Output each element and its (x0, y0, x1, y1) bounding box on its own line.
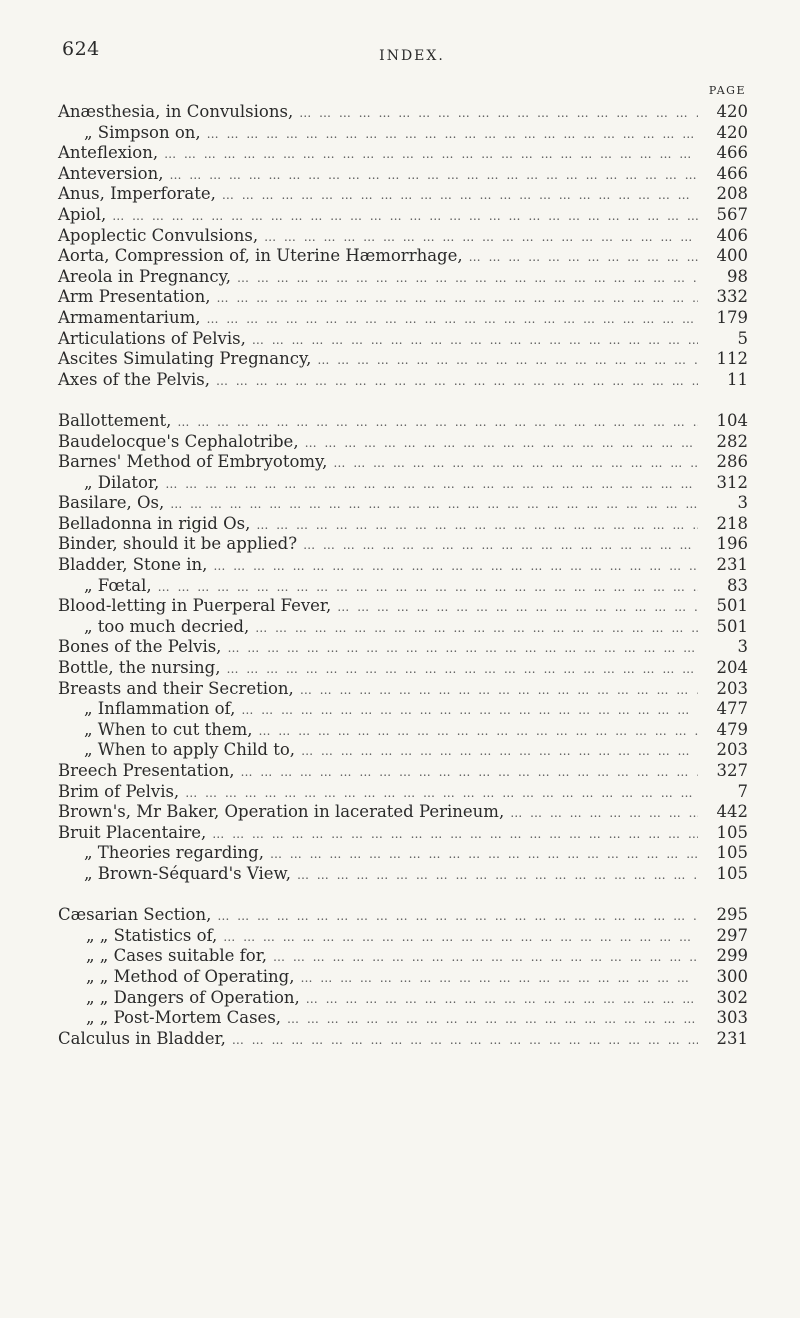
entry-page-number: 203 (716, 678, 748, 698)
entry-page-number: 327 (716, 761, 748, 780)
index-entry (58, 926, 748, 947)
index-entry (58, 287, 748, 308)
entry-term: Bruit Placentaire, (58, 822, 207, 842)
page-header (62, 38, 762, 68)
index-entry (58, 637, 748, 658)
dot-leader (222, 185, 698, 206)
entry-page-number: 83 (727, 575, 748, 595)
entry-page-number: 218 (716, 513, 748, 533)
dot-leader (158, 577, 698, 598)
entry-term: Apoplectic Convulsions, (58, 225, 259, 245)
index-entry (58, 123, 748, 144)
entry-page-number: 5 (737, 328, 748, 348)
index-entry (58, 349, 748, 370)
index-entry (58, 576, 748, 597)
dot-leader (256, 515, 698, 536)
entry-term: Ascites Simulating Pregnancy, (58, 349, 312, 369)
entry-term: „ Fœtal, (84, 575, 152, 595)
index-entry (58, 658, 748, 679)
entry-page-number: 400 (716, 246, 748, 266)
entry-page-number: 282 (716, 431, 748, 451)
entry-page-number: 231 (716, 555, 748, 575)
entry-term: Apiol, (58, 204, 107, 224)
dot-leader (264, 227, 698, 248)
entry-page-number: 11 (727, 369, 748, 389)
entry-term: Calculus in Bladder, (58, 1028, 226, 1048)
dot-leader (305, 433, 698, 454)
entry-page-number: 297 (716, 925, 748, 945)
index-section (58, 905, 748, 1049)
dot-leader (297, 865, 698, 886)
dot-leader (177, 412, 698, 433)
index-entry (58, 699, 748, 720)
entry-term: „ „ Dangers of Operation, (86, 987, 300, 1007)
entry-page-number: 112 (716, 349, 748, 369)
entry-page-number: 204 (716, 658, 748, 678)
dot-leader (255, 618, 698, 639)
dot-leader (213, 556, 698, 577)
index-list (58, 102, 748, 1049)
entry-term: Breasts and their Secretion, (58, 678, 294, 698)
index-entry (58, 782, 748, 803)
entry-page-number: 7 (737, 781, 748, 801)
entry-term: „ Simpson on, (84, 122, 201, 142)
entry-page-number: 3 (737, 493, 748, 513)
index-entry (58, 534, 748, 555)
dot-leader (299, 103, 698, 124)
entry-page-number: 203 (716, 740, 748, 760)
index-entry (58, 823, 748, 844)
dot-leader (270, 844, 698, 865)
entry-term: „ „ Post-Mortem Cases, (86, 1008, 282, 1028)
dot-leader (317, 350, 698, 371)
index-entry (58, 988, 748, 1009)
index-entry (58, 143, 748, 164)
entry-term: Cæsarian Section, (58, 905, 212, 925)
entry-term: Binder, should it be applied? (58, 534, 298, 554)
entry-page-number: 98 (727, 266, 748, 286)
entry-term: Anteversion, (58, 163, 164, 183)
entry-page-number: 295 (716, 905, 748, 925)
entry-term: Baudelocque's Cephalotribe, (58, 431, 299, 451)
index-section (58, 411, 748, 885)
entry-page-number: 208 (716, 184, 748, 204)
index-entry (58, 720, 748, 741)
entry-page-number: 420 (716, 122, 748, 142)
entry-term: Bladder, Stone in, (58, 555, 208, 575)
dot-leader (273, 947, 698, 968)
dot-leader (216, 371, 698, 392)
entry-term: „ Dilator, (84, 472, 160, 492)
page-column-heading: PAGE (708, 84, 746, 97)
dot-leader (165, 474, 698, 495)
entry-term: Blood-letting in Puerperal Fever, (58, 596, 332, 616)
dot-leader (227, 638, 698, 659)
dot-leader (301, 741, 698, 762)
entry-page-number: 105 (716, 843, 748, 863)
index-entry (58, 411, 748, 432)
index-entry (58, 967, 748, 988)
entry-term: Breech Presentation, (58, 761, 235, 780)
entry-term: Anæsthesia, in Convulsions, (58, 102, 294, 121)
entry-page-number: 567 (716, 204, 748, 224)
entry-term: „ Inflammation of, (84, 699, 236, 719)
entry-page-number: 442 (716, 802, 748, 822)
entry-term: Arm Presentation, (58, 287, 211, 307)
dot-leader (207, 124, 698, 145)
entry-term: Articulations of Pelvis, (58, 328, 246, 348)
entry-page-number: 406 (716, 225, 748, 245)
entry-term: Bones of the Pelvis, (58, 637, 222, 657)
entry-page-number: 303 (716, 1008, 748, 1028)
page-number: 624 (62, 38, 100, 60)
dot-leader (241, 700, 698, 721)
entry-page-number: 420 (716, 102, 748, 121)
dot-leader (469, 247, 698, 268)
dot-leader (333, 453, 698, 474)
entry-term: „ „ Method of Operating, (86, 966, 295, 986)
entry-page-number: 3 (737, 637, 748, 657)
index-entry (58, 864, 748, 885)
entry-term: Anteflexion, (58, 143, 159, 163)
entry-page-number: 466 (716, 143, 748, 163)
entry-term: „ Brown-Séquard's View, (84, 863, 291, 883)
entry-page-number: 104 (716, 410, 748, 430)
entry-term: Barnes' Method of Embryotomy, (58, 452, 328, 472)
dot-leader (185, 783, 698, 804)
dot-leader (112, 206, 698, 227)
entry-term: „ Theories regarding, (84, 843, 264, 863)
dot-leader (300, 968, 698, 989)
entry-term: „ „ Statistics of, (86, 925, 218, 945)
index-entry (58, 267, 748, 288)
index-entry (58, 555, 748, 576)
index-entry (58, 370, 748, 391)
index-entry (58, 102, 748, 123)
entry-page-number: 501 (716, 616, 748, 636)
dot-leader (306, 989, 698, 1010)
entry-term: Basilare, Os, (58, 493, 165, 513)
entry-page-number: 179 (716, 307, 748, 327)
index-entry (58, 679, 748, 700)
index-entry (58, 452, 748, 473)
running-title: INDEX. (379, 48, 445, 64)
dot-leader (258, 721, 698, 742)
entry-page-number: 302 (716, 987, 748, 1007)
index-entry (58, 205, 748, 226)
dot-leader (240, 762, 698, 783)
dot-leader (217, 288, 699, 309)
index-entry (58, 493, 748, 514)
entry-term: „ When to apply Child to, (84, 740, 296, 760)
entry-term: Areola in Pregnancy, (58, 266, 232, 286)
entry-page-number: 299 (716, 946, 748, 966)
entry-page-number: 312 (716, 472, 748, 492)
entry-term: Anus, Imperforate, (58, 184, 216, 204)
index-section (58, 102, 748, 390)
dot-leader (170, 494, 698, 515)
entry-page-number: 286 (716, 452, 748, 472)
dot-leader (212, 824, 698, 845)
index-entry (58, 184, 748, 205)
entry-term: Brown's, Mr Baker, Operation in lacerated Perineum, (58, 802, 505, 822)
entry-term: Axes of the Pelvis, (58, 369, 210, 389)
dot-leader (232, 1030, 698, 1051)
index-entry (58, 514, 748, 535)
entry-page-number: 300 (716, 966, 748, 986)
dot-leader (237, 268, 698, 289)
index-entry (58, 164, 748, 185)
index-entry (58, 246, 748, 267)
index-entry (58, 308, 748, 329)
dot-leader (300, 680, 698, 701)
index-entry (58, 905, 748, 926)
index-entry (58, 226, 748, 247)
entry-term: Brim of Pelvis, (58, 781, 180, 801)
index-entry (58, 843, 748, 864)
dot-leader (164, 144, 698, 165)
entry-page-number: 105 (716, 863, 748, 883)
entry-term: Belladonna in rigid Os, (58, 513, 251, 533)
entry-page-number: 479 (716, 719, 748, 739)
entry-page-number: 501 (716, 596, 748, 616)
entry-term: „ too much decried, (84, 616, 250, 636)
entry-page-number: 105 (716, 822, 748, 842)
entry-page-number: 466 (716, 163, 748, 183)
entry-page-number: 477 (716, 699, 748, 719)
dot-leader (337, 597, 698, 618)
index-entry (58, 617, 748, 638)
index-entry (58, 761, 748, 782)
entry-page-number: 196 (716, 534, 748, 554)
entry-page-number: 332 (716, 287, 748, 307)
dot-leader (252, 330, 698, 351)
index-entry (58, 740, 748, 761)
entry-term: Armamentarium, (58, 307, 201, 327)
index-entry (58, 1029, 748, 1050)
index-entry (58, 946, 748, 967)
index-entry (58, 1008, 748, 1029)
entry-term: „ „ Cases suitable for, (86, 946, 268, 966)
index-entry (58, 329, 748, 350)
dot-leader (226, 659, 698, 680)
entry-term: „ When to cut them, (84, 719, 253, 739)
dot-leader (510, 803, 698, 824)
entry-term: Bottle, the nursing, (58, 658, 221, 678)
index-entry (58, 596, 748, 617)
index-entry (58, 432, 748, 453)
index-entry (58, 802, 748, 823)
entry-term: Ballottement, (58, 410, 172, 430)
dot-leader (217, 906, 698, 927)
dot-leader (223, 927, 698, 948)
dot-leader (169, 165, 698, 186)
entry-term: Aorta, Compression of, in Uterine Hæmorrhage, (58, 246, 463, 266)
dot-leader (303, 535, 698, 556)
index-entry (58, 473, 748, 494)
dot-leader (206, 309, 698, 330)
entry-page-number: 231 (716, 1028, 748, 1048)
dot-leader (287, 1009, 698, 1030)
